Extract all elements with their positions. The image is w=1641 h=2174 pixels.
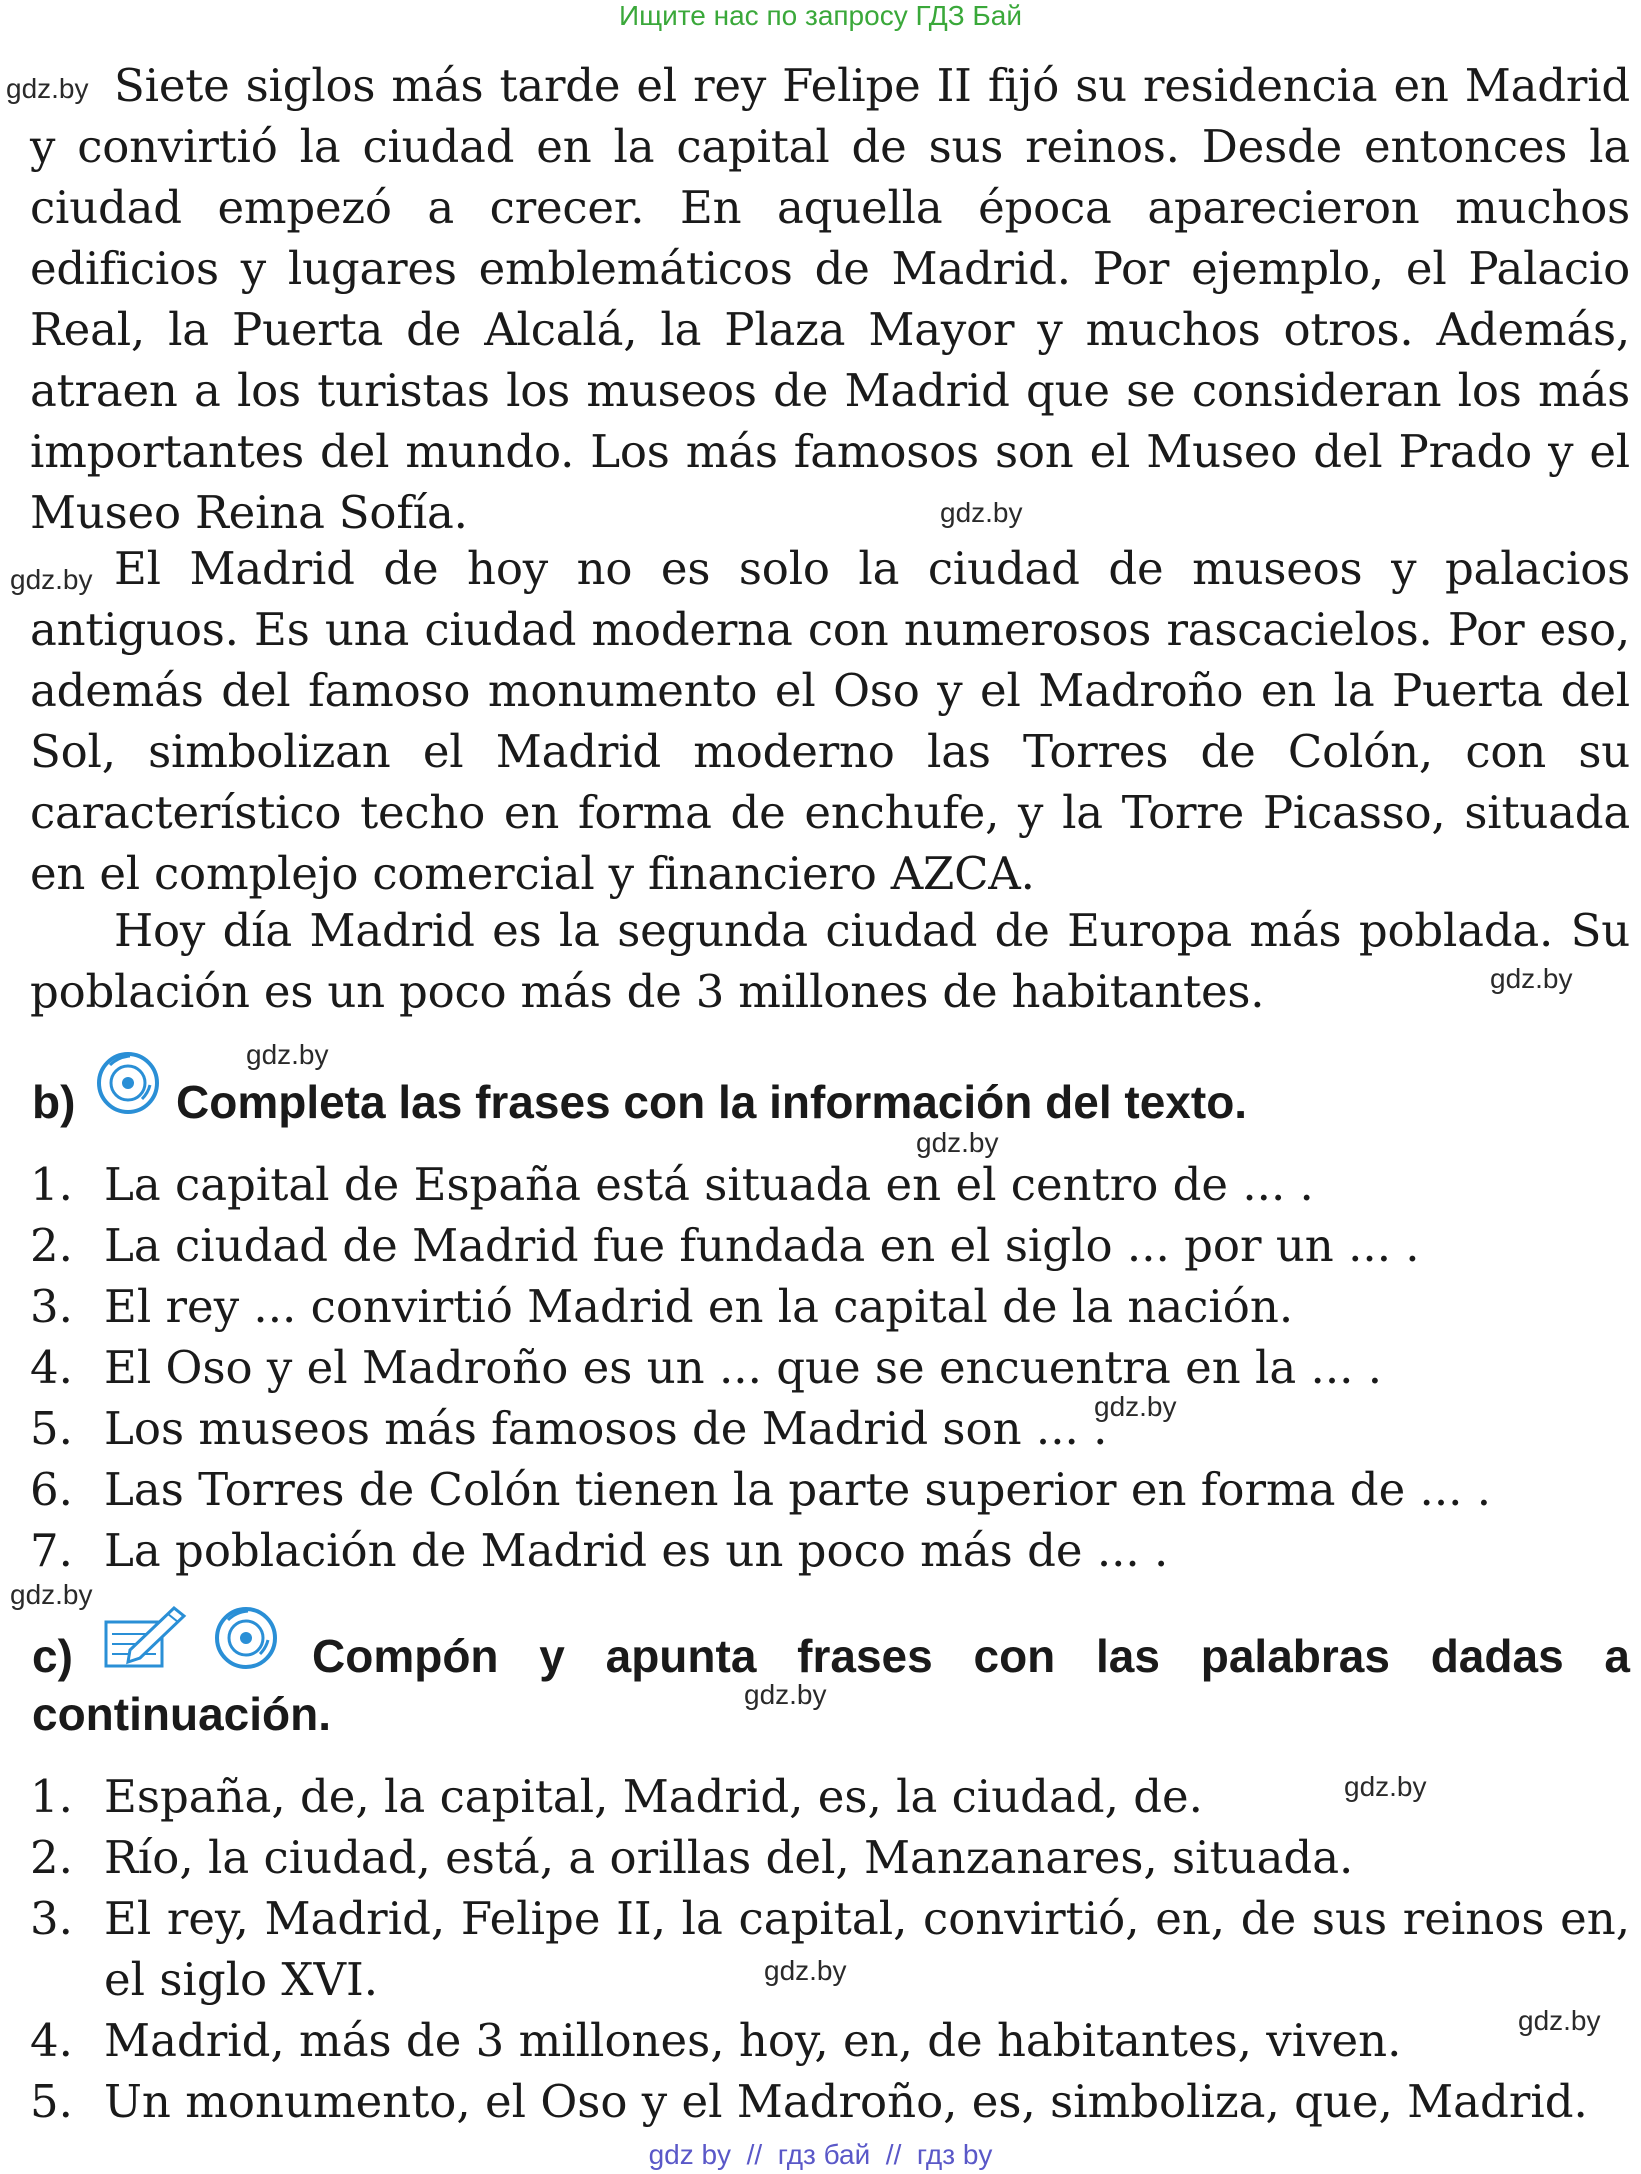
item-number: 4. xyxy=(30,2014,73,2067)
watermark: gdz.by xyxy=(1094,1391,1177,1422)
watermark: gdz.by xyxy=(1344,1771,1427,1802)
item-text: Un monumento, el Oso y el Madroño, es, simboliza, que, Madrid. xyxy=(104,2075,1588,2128)
list-item xyxy=(30,1276,1630,1337)
list-item xyxy=(30,2010,1630,2071)
top-banner: Ищите нас по запросу ГДЗ Бай xyxy=(618,0,1023,31)
item-number: 3. xyxy=(30,1892,73,1945)
list-item xyxy=(30,1827,1630,1888)
item-number: 1. xyxy=(30,1770,73,1823)
watermark: gdz.by xyxy=(1518,2005,1601,2036)
item-text: Madrid, más de 3 millones, hoy, en, de habitantes, viven. xyxy=(104,2014,1402,2067)
watermark: gdz.by xyxy=(10,564,93,595)
watermark: gdz.by xyxy=(764,1955,847,1986)
list-item xyxy=(30,1154,1630,1215)
item-text: Los museos más famosos de Madrid son ... . xyxy=(104,1402,1108,1455)
item-number: 5. xyxy=(30,2075,73,2128)
item-number: 1. xyxy=(30,1158,73,1211)
item-text: La población de Madrid es un poco más de ... . xyxy=(104,1524,1169,1577)
watermark: gdz.by xyxy=(1490,963,1573,994)
list-item xyxy=(30,1888,1630,2010)
list-item xyxy=(30,1520,1630,1581)
item-text: La ciudad de Madrid fue fundada en el siglo ... por un ... . xyxy=(104,1219,1420,1272)
watermark: gdz.by xyxy=(10,1579,93,1610)
reading-paragraph-2: El Madrid de hoy no es solo la ciudad de museos y palacios antiguos. Es una ciudad moderna con numerosos rascacielos. Por eso, además del famoso monumento el Oso y el Madroño en la Puerta del Sol, simbolizan el Madrid moderno las Torres de Colón, con su característico techo en forma de enchufe, y la Torre Picasso, situada en el complejo comercial y financiero AZCA. xyxy=(30,542,1630,900)
exercise-b-instruction: Completa las frases con la información del texto. xyxy=(176,1076,1248,1128)
item-number: 4. xyxy=(30,1341,73,1394)
item-number: 6. xyxy=(30,1463,73,1516)
item-text: El rey ... convirtió Madrid en la capital de la nación. xyxy=(104,1280,1294,1333)
exercise-b-list xyxy=(30,1154,1630,1581)
item-number: 2. xyxy=(30,1219,73,1272)
exercise-c-list xyxy=(30,1766,1630,2132)
watermark: gdz.by xyxy=(6,73,89,104)
exercise-b-letter: b) xyxy=(32,1076,76,1128)
list-item xyxy=(30,2071,1630,2132)
list-item xyxy=(30,1215,1630,1276)
bottom-banner: gdz by // гдз бай // гдз by xyxy=(648,2139,993,2170)
watermark: gdz.by xyxy=(246,1039,329,1070)
audio-disc-icon xyxy=(92,1045,164,1117)
list-item xyxy=(30,1337,1630,1398)
item-number: 3. xyxy=(30,1280,73,1333)
item-text: España, de, la capital, Madrid, es, la ciudad, de. xyxy=(104,1770,1203,1823)
item-text: La capital de España está situada en el centro de ... . xyxy=(104,1158,1314,1211)
item-text: El rey, Madrid, Felipe II, la capital, convirtió, en, de sus reinos en, el siglo XVI. xyxy=(104,1892,1630,2006)
exercise-b-header xyxy=(32,1073,75,1131)
watermark: gdz.by xyxy=(744,1679,827,1710)
item-number: 2. xyxy=(30,1831,73,1884)
reading-paragraph-3: Hoy día Madrid es la segunda ciudad de Europa más poblada. Su población es un poco más de 3 millones de habitantes. xyxy=(30,904,1630,1018)
watermark: gdz.by xyxy=(940,497,1023,528)
exercise-c-letter: c) xyxy=(32,1630,73,1682)
item-text: Río, la ciudad, está, a orillas del, Manzanares, situada. xyxy=(104,1831,1354,1884)
watermark: gdz.by xyxy=(916,1127,999,1158)
item-number: 5. xyxy=(30,1402,73,1455)
list-item xyxy=(30,1398,1630,1459)
list-item xyxy=(30,1459,1630,1520)
item-text: El Oso y el Madroño es un ... que se encuentra en la ... . xyxy=(104,1341,1383,1394)
reading-paragraph-1: Siete siglos más tarde el rey Felipe II fijó su residencia en Madrid y convirtió la ciudad en la capital de sus reinos. Desde entonces la ciudad empezó a crecer. En aquella época aparecieron muchos edificios y lugares emblemáticos de Madrid. Por ejemplo, el Palacio Real, la Puerta de Alcalá, la Plaza Mayor y muchos otros. Además, atraen a los turistas los museos de Madrid que se consideran los más importantes del mundo. Los más famosos son el Museo del Prado y el Museo Reina Sofía. xyxy=(30,59,1630,539)
item-number: 7. xyxy=(30,1524,73,1577)
item-text: Las Torres de Colón tienen la parte superior en forma de ... . xyxy=(104,1463,1492,1516)
exercise-c-instruction: Compón y apunta frases con las palabras dadas a continuación. xyxy=(32,1630,1630,1740)
